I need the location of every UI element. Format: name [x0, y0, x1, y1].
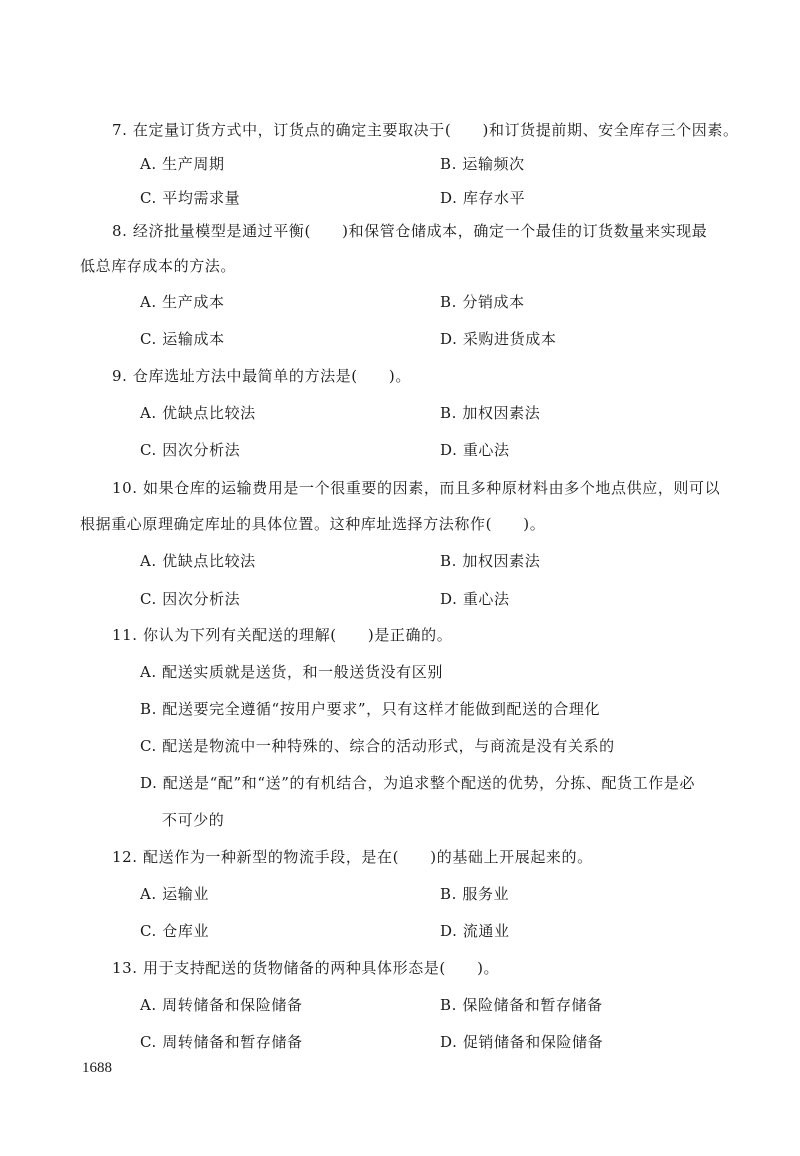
question-12: 12. 配送作为一种新型的物流手段，是在( )的基础上开展起来的。 [112, 848, 593, 866]
option-12b: B. 服务业 [440, 885, 510, 903]
option-9b: B. 加权因素法 [440, 404, 541, 422]
question-11: 11. 你认为下列有关配送的理解( )是正确的。 [112, 626, 453, 644]
option-9a: A. 优缺点比较法 [140, 404, 256, 422]
question-10-continued: 根据重心原理确定库址的具体位置。这种库址选择方法称作( )。 [80, 515, 546, 533]
question-10: 10. 如果仓库的运输费用是一个很重要的因素，而且多种原材料由多个地点供应，则可以 [112, 479, 721, 497]
option-12d: D. 流通业 [440, 922, 510, 940]
option-10d: D. 重心法 [440, 590, 510, 608]
option-10c: C. 因次分析法 [140, 590, 241, 608]
option-11a: A. 配送实质就是送货，和一般送货没有区别 [140, 663, 443, 681]
option-7b: B. 运输频次 [440, 155, 525, 173]
option-7a: A. 生产周期 [140, 155, 225, 173]
option-13b: B. 保险储备和暂存储备 [440, 996, 603, 1014]
question-8-continued: 低总库存成本的方法。 [80, 257, 237, 275]
option-10a: A. 优缺点比较法 [140, 552, 256, 570]
option-8b: B. 分销成本 [440, 293, 525, 311]
option-11b: B. 配送要完全遵循“按用户要求”，只有这样才能做到配送的合理化 [140, 700, 601, 718]
page-number: 1688 [82, 1060, 112, 1076]
option-13d: D. 促销储备和保险储备 [440, 1033, 604, 1051]
question-7: 7. 在定量订货方式中，订货点的确定主要取决于( )和订货提前期、安全库存三个因素。 [112, 121, 739, 139]
option-12c: C. 仓库业 [140, 922, 210, 940]
option-7c: C. 平均需求量 [140, 189, 241, 207]
question-9: 9. 仓库选址方法中最简单的方法是( )。 [112, 367, 411, 385]
option-9c: C. 因次分析法 [140, 441, 241, 459]
option-9d: D. 重心法 [440, 441, 510, 459]
option-11c: C. 配送是物流中一种特殊的、综合的活动形式，与商流是没有关系的 [140, 737, 615, 755]
option-13c: C. 周转储备和暂存储备 [140, 1033, 303, 1051]
option-12a: A. 运输业 [140, 885, 209, 903]
option-7d: D. 库存水平 [440, 189, 526, 207]
question-13: 13. 用于支持配送的货物储备的两种具体形态是( )。 [112, 959, 500, 977]
question-8: 8. 经济批量模型是通过平衡( )和保管仓储成本，确定一个最佳的订货数量来实现最 [112, 222, 708, 240]
option-13a: A. 周转储备和保险储备 [140, 996, 303, 1014]
option-11d: D. 配送是“配”和“送”的有机结合，为追求整个配送的优势，分拣、配货工作是必 [140, 774, 696, 792]
option-8d: D. 采购进货成本 [440, 330, 557, 348]
option-10b: B. 加权因素法 [440, 552, 541, 570]
option-8c: C. 运输成本 [140, 330, 225, 348]
option-8a: A. 生产成本 [140, 293, 225, 311]
option-11d-continued: 不可少的 [162, 811, 225, 829]
